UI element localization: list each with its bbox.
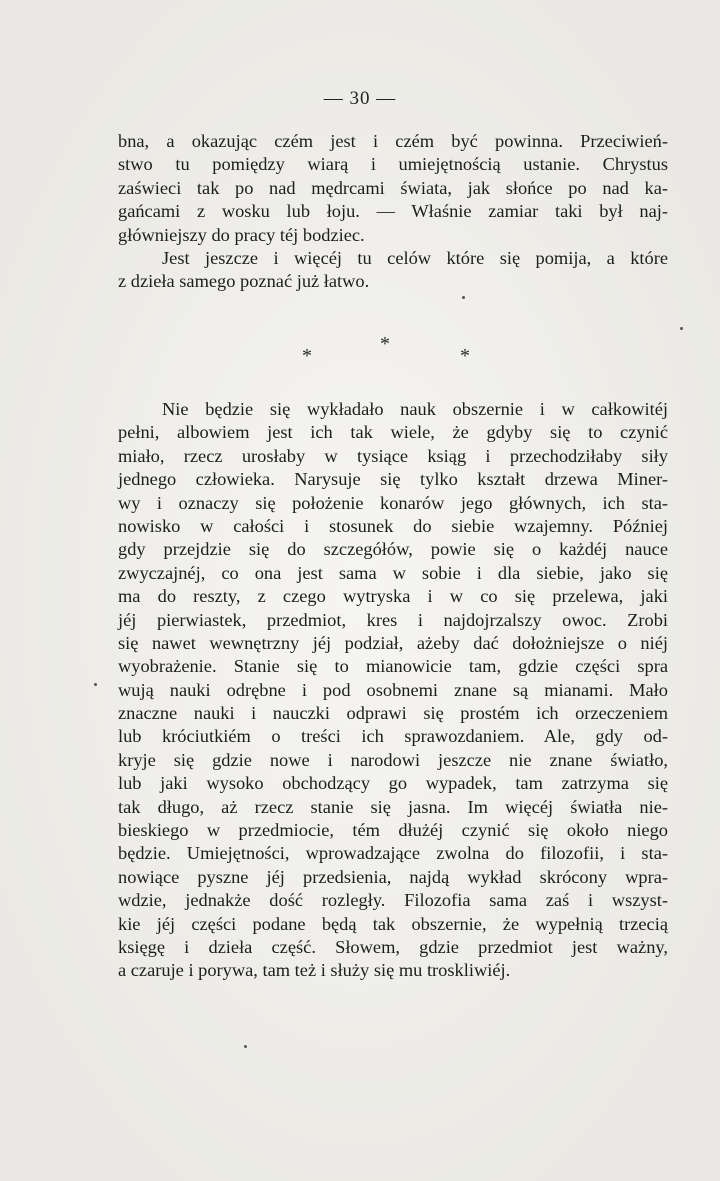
text-line: miało, rzecz urosłaby w tysiące ksiąg i przechodziłaby siły: [118, 445, 668, 466]
text-line: zaświeci tak po nad mędrcami świata, jak słońce po nad ka-: [118, 177, 668, 198]
text-line: wy i oznaczy się położenie konarów jego głównych, ich sta-: [118, 492, 668, 513]
text-line: bna, a okazując czém jest i czém być powinna. Przeciwień-: [118, 131, 668, 151]
text-line: wyobrażenie. Stanie się to mianowicie tam, gdzie części spra: [118, 656, 668, 677]
text-line: zwyczajnéj, co ona jest sama w sobie i dla siebie, jako się: [118, 562, 668, 583]
scan-speck: [94, 683, 97, 686]
asterisk-left: *: [302, 345, 312, 367]
text-line: znaczne nauki i nauczki odprawi się prostém ich orzeczeniem: [118, 703, 668, 724]
upper-text-block: [118, 130, 668, 294]
page-number: — 30 —: [323, 88, 397, 109]
text-line: bieskiego w przedmiocie, tém dłużéj czynić się około niego: [118, 820, 668, 841]
text-line: będzie. Umiejętności, wprowadzające zwolna do filozofii, i sta-: [118, 843, 668, 864]
scan-speck: [244, 1045, 247, 1048]
text-line: tak długo, aż rzecz stanie się jasna. Im więcéj światła nie-: [118, 796, 668, 817]
paragraph-1: [118, 130, 668, 247]
text-line: księgę i dzieła część. Słowem, gdzie przedmiot jest ważny,: [118, 936, 668, 957]
text-line: lub jaki wysoko obchodzący go wypadek, tam zatrzyma się: [118, 773, 668, 794]
text-line: nowisko w całości i stosunek do siebie wzajemny. Później: [118, 515, 668, 536]
text-line: kie jéj części podane będą tak obszernie, że wypełnią trzecią: [118, 913, 668, 934]
text-line: Nie będzie się wykładało nauk obszernie i w całkowitéj: [162, 399, 668, 419]
text-line: gańcami z wosku lub łoju. — Właśnie zamiar taki był naj-: [118, 201, 668, 222]
text-line: wują nauki odrębne i pod osobnemi znane są mianami. Mało: [118, 679, 668, 700]
text-line: lub króciutkiém o treści ich sprawozdaniem. Ale, gdy od-: [118, 726, 668, 747]
scan-speck: [462, 296, 465, 299]
asterisk-right: *: [460, 345, 470, 367]
text-line: się nawet wewnętrzny jéj podział, ażeby dać dołożniejsze o niéj: [118, 632, 668, 653]
section-separator: [0, 333, 720, 367]
text-line: jéj pierwiastek, przedmiot, kres i najdojrzalszy owoc. Zrobi: [118, 609, 668, 630]
text-line: główniejszy do pracy téj bodziec.: [118, 224, 365, 245]
text-line: pełni, albowiem jest ich tak wiele, że gdyby się to czynić: [118, 422, 668, 443]
text-line: a czaruje i porywa, tam też i służy się mu troskliwiéj.: [118, 960, 511, 981]
text-line: gdy przejdzie się do szczegółów, powie się o każdéj nauce: [118, 539, 668, 560]
asterisk-center: *: [380, 333, 390, 355]
text-line: jednego człowieka. Narysuje się tylko kształt drzewa Miner-: [118, 469, 668, 490]
scan-speck: [680, 327, 683, 330]
text-line: ma do reszty, z czego wytryska i w co się przelewa, jaki: [118, 586, 668, 607]
text-line: wdzie, jednakże dość rozległy. Filozofia sama zaś i wszyst-: [118, 890, 668, 911]
lower-text-block: [118, 398, 668, 983]
text-line: Jest jeszcze i więcéj tu celów które się pomija, a które: [162, 247, 668, 268]
paragraph-2: [118, 247, 668, 294]
text-line: nowiące pyszne jéj przedsienia, najdą wykład skrócony wpra-: [118, 866, 668, 887]
text-line: kryje się gdzie nowe i narodowi jeszcze nie znane światło,: [118, 749, 668, 770]
paragraph-3: [118, 398, 668, 983]
text-line: stwo tu pomiędzy wiarą i umiejętnością ustanie. Chrystus: [118, 154, 668, 175]
text-line: z dzieła samego poznać już łatwo.: [118, 271, 370, 292]
